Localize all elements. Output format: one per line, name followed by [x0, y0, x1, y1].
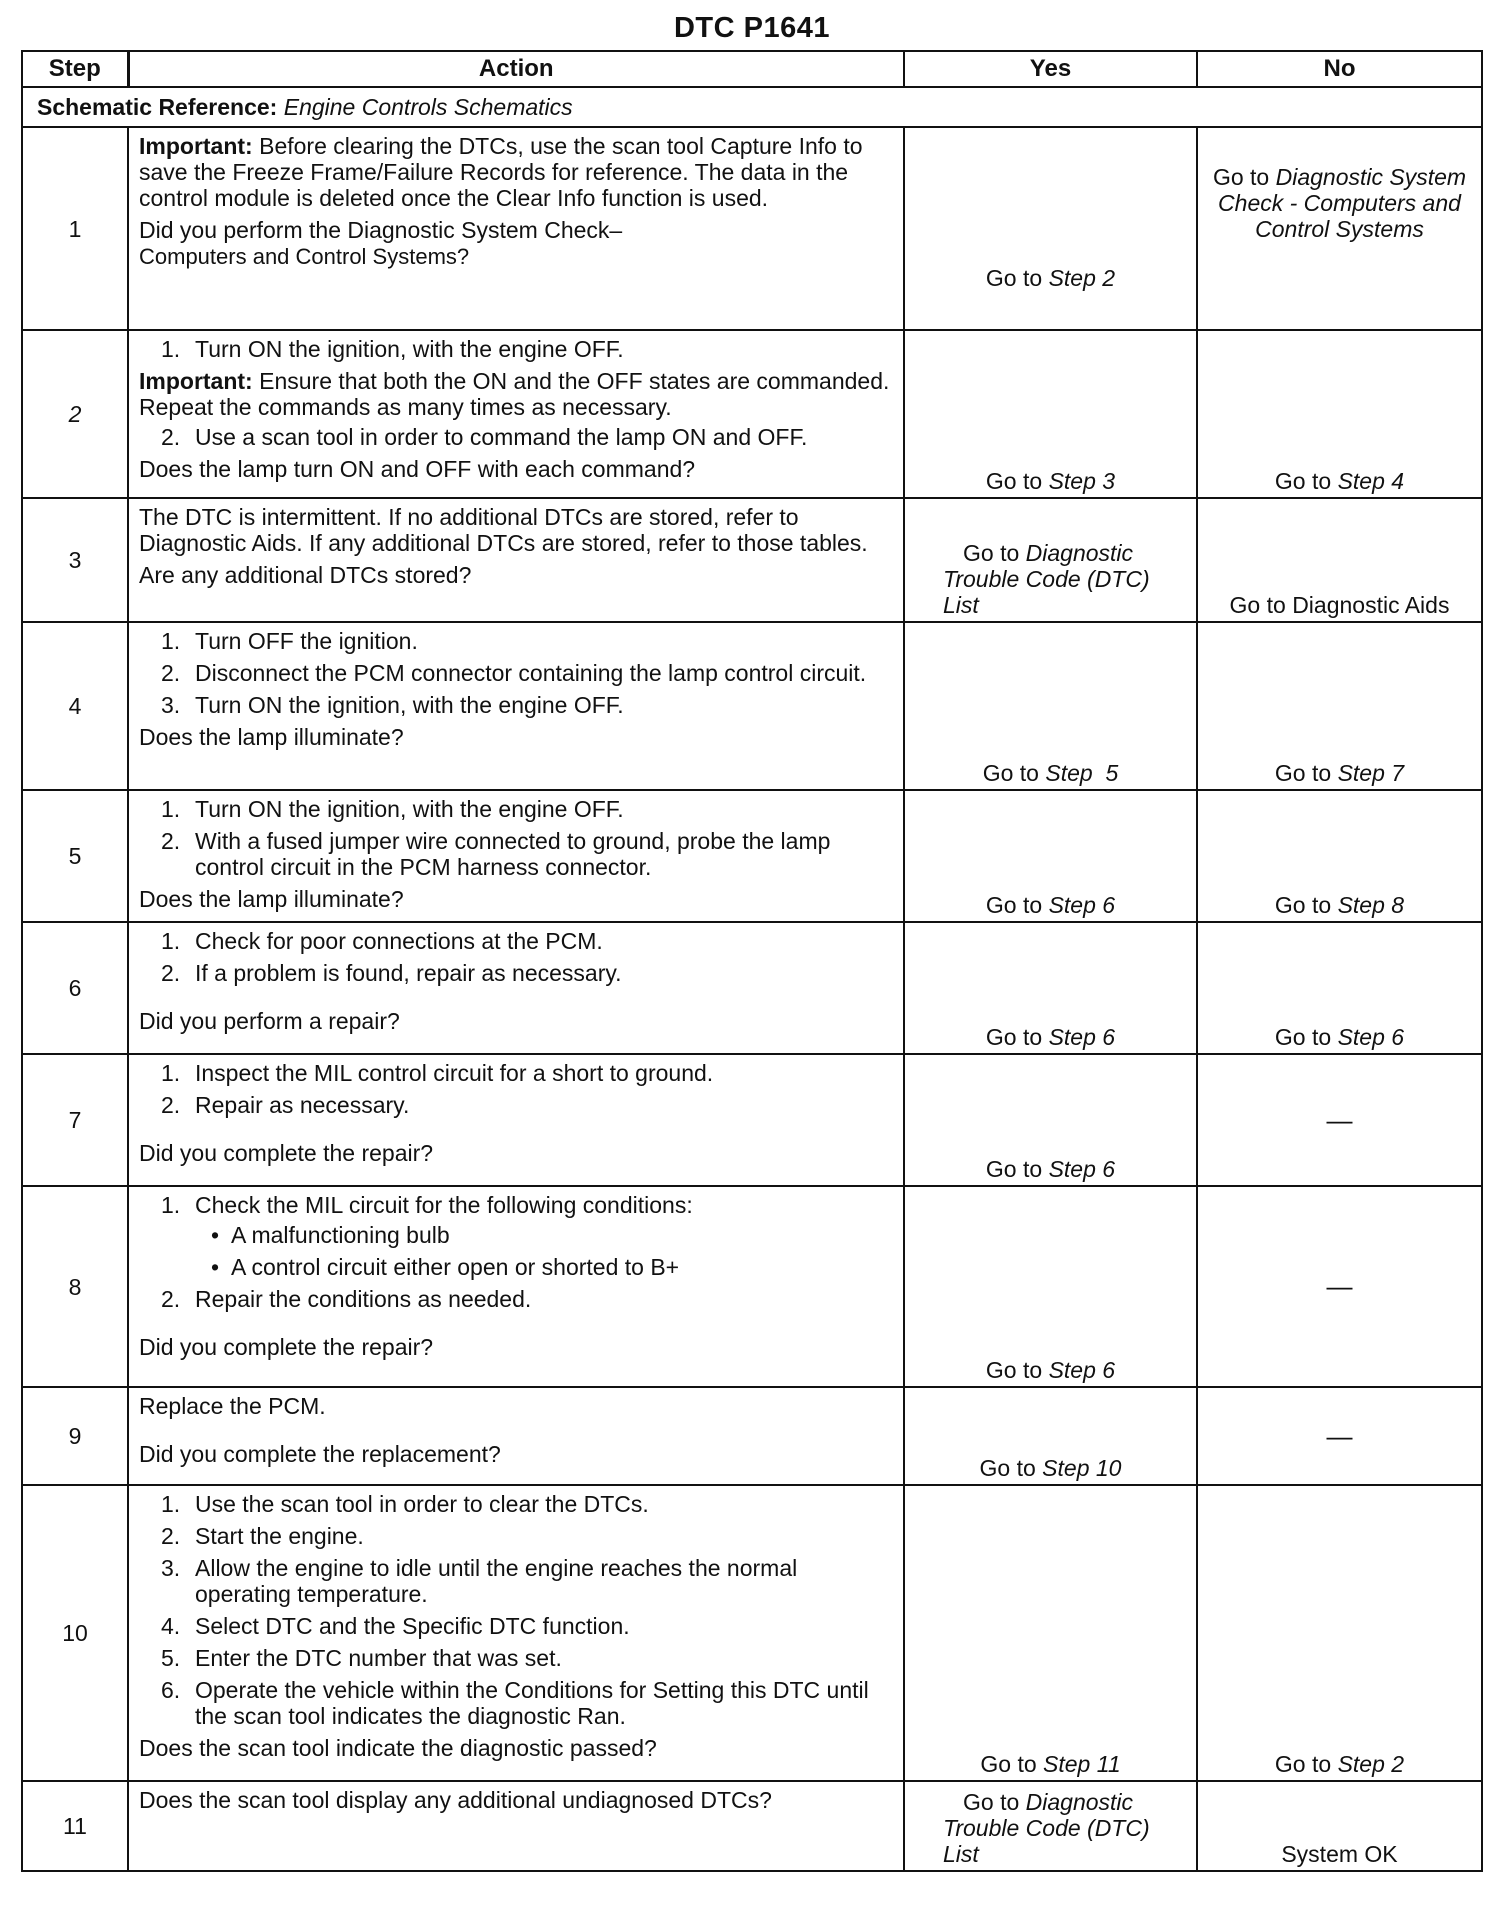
list-item: [139, 1677, 893, 1729]
action-cell: [128, 622, 904, 790]
list-item: [139, 960, 893, 986]
step-number: 9: [22, 1387, 128, 1485]
schematic-label: Schematic Reference:: [37, 94, 278, 120]
goto-text: Go to: [963, 540, 1020, 566]
question: Did you perform a repair?: [139, 1008, 400, 1034]
no-cell: [1197, 790, 1482, 922]
yes-cell: [904, 1054, 1197, 1186]
item-text: If a problem is found, repair as necessary.: [195, 960, 622, 986]
goto-text: Go to: [963, 1789, 1020, 1815]
item-text: Allow the engine to idle until the engine reaches the normal operating temperature.: [195, 1555, 798, 1607]
list-item: [139, 796, 893, 822]
item-number: 2.: [161, 1523, 181, 1549]
action-list: [139, 796, 893, 880]
item-text: Operate the vehicle within the Conditions for Setting this DTC until the scan tool indicates the diagnostic Ran.: [195, 1677, 869, 1729]
goto-text: Go to: [985, 468, 1043, 494]
system-ok-text: System OK: [1281, 1841, 1398, 1867]
table-row: [22, 1485, 1482, 1781]
no-cell: [1197, 1054, 1482, 1186]
yes-cell: [904, 1186, 1197, 1387]
item-text: Select DTC and the Specific DTC function.: [195, 1613, 630, 1639]
item-text: Disconnect the PCM connector containing the lamp control circuit.: [195, 660, 867, 686]
no-cell: [1197, 127, 1482, 330]
table-row: [22, 330, 1482, 498]
yes-cell: [904, 1387, 1197, 1485]
item-number: 1.: [161, 796, 181, 822]
yes-cell: [904, 330, 1197, 498]
goto-text: Go to: [980, 1751, 1037, 1777]
action-cell: [128, 330, 904, 498]
question-line-1: Did you perform the Diagnostic System Check–: [139, 217, 623, 243]
question: Does the lamp illuminate?: [139, 724, 404, 750]
question: Does the lamp turn ON and OFF with each command?: [139, 456, 696, 482]
action-list: [139, 424, 893, 450]
action-list: [139, 1192, 893, 1312]
question: Does the scan tool indicate the diagnostic passed?: [139, 1735, 657, 1761]
list-item: [139, 1491, 893, 1517]
goto-text: Go to: [1274, 468, 1332, 494]
action-cell: [128, 1387, 904, 1485]
action-cell: [128, 127, 904, 330]
important-text: Before clearing the DTCs, use the scan tool Capture Info to save the Freeze Frame/Failure Records for reference. The data in the control module is deleted once the Clear Info function is used.: [139, 133, 863, 211]
yes-cell: [904, 1485, 1197, 1781]
step-link: Step 6: [1048, 892, 1116, 918]
item-number: 3.: [161, 692, 181, 718]
question-line-2: Computers and Control Systems?: [139, 244, 470, 269]
no-cell: [1197, 922, 1482, 1054]
action-cell: [128, 790, 904, 922]
question: [139, 217, 893, 270]
action-cell: [128, 1485, 904, 1781]
list-item: [139, 336, 893, 362]
step-number: 11: [22, 1781, 128, 1871]
action-cell: [128, 498, 904, 622]
list-item: [139, 1192, 893, 1280]
info-text: The DTC is intermittent. If no additional DTCs are stored, refer to Diagnostic Aids. If any additional DTCs are stored, refer to those tables.: [139, 504, 868, 556]
step-number: 3: [22, 498, 128, 622]
goto-text: Go to: [1274, 1751, 1332, 1777]
list-item: • A malfunctioning bulb: [195, 1222, 893, 1248]
schematic-reference: [22, 87, 1482, 127]
diagnostic-aids-link: Go to Diagnostic Aids: [1229, 592, 1450, 618]
item-text: Inspect the MIL control circuit for a short to ground.: [195, 1060, 714, 1086]
action-list: [139, 336, 893, 362]
item-text: Turn ON the ignition, with the engine OFF.: [195, 692, 624, 718]
goto-text: Go to: [985, 892, 1043, 918]
dtc-list-link: Diagnostic Trouble Code (DTC) List: [943, 1789, 1150, 1867]
item-number: 3.: [161, 1555, 181, 1581]
table-row: [22, 622, 1482, 790]
goto-text: Go to: [985, 1156, 1043, 1182]
list-item: [139, 660, 893, 686]
item-text: With a fused jumper wire connected to ground, probe the lamp control circuit in the PCM harness connector.: [195, 828, 831, 880]
step-number: 5: [22, 790, 128, 922]
header-row: [22, 51, 1482, 87]
item-number: 2.: [161, 424, 181, 450]
item-text: Check the MIL circuit for the following conditions:: [195, 1192, 693, 1218]
item-text: Turn OFF the ignition.: [195, 628, 418, 654]
no-cell: [1197, 622, 1482, 790]
important-label: Important:: [139, 133, 253, 159]
action-cell: [128, 922, 904, 1054]
goto-text: Go to: [1274, 892, 1332, 918]
action-list: [139, 1491, 893, 1729]
item-number: 4.: [161, 1613, 181, 1639]
important-note: [139, 133, 893, 211]
not-applicable-dash: —: [1326, 1271, 1353, 1301]
step-number: 10: [22, 1485, 128, 1781]
table-row: [22, 790, 1482, 922]
list-item: [139, 1613, 893, 1639]
diagnostic-table: [21, 50, 1483, 1872]
item-number: 1.: [161, 928, 181, 954]
item-number: 2.: [161, 660, 181, 686]
question: Does the lamp illuminate?: [139, 886, 404, 912]
list-item: [139, 628, 893, 654]
step-number: 1: [22, 127, 128, 330]
question: Did you complete the repair?: [139, 1334, 434, 1360]
step-link: Step 11: [1043, 1751, 1121, 1777]
info-text: Replace the PCM.: [139, 1393, 326, 1419]
list-item: [139, 828, 893, 880]
action-cell: [128, 1186, 904, 1387]
goto-text: Go to: [1212, 164, 1270, 190]
important-label: Important:: [139, 368, 253, 394]
step-number: 8: [22, 1186, 128, 1387]
action-cell: [128, 1781, 904, 1871]
yes-cell: [904, 498, 1197, 622]
goto-text: Go to: [985, 1357, 1043, 1383]
item-text: Turn ON the ignition, with the engine OFF.: [195, 336, 624, 362]
item-number: 1.: [161, 1491, 181, 1517]
list-item: [139, 928, 893, 954]
table-row: [22, 1781, 1482, 1871]
goto-text: Go to: [1274, 760, 1332, 786]
action-list: [139, 1060, 893, 1118]
table-row: [22, 1054, 1482, 1186]
no-cell: [1197, 1781, 1482, 1871]
no-cell: [1197, 1387, 1482, 1485]
goto-text: Go to: [985, 265, 1043, 291]
yes-cell: [904, 622, 1197, 790]
step-number: 4: [22, 622, 128, 790]
goto-text: Go to: [1274, 1024, 1332, 1050]
goto-text: Go to: [982, 760, 1039, 786]
item-number: 1.: [161, 1060, 181, 1086]
list-item: • A control circuit either open or shorted to B+: [195, 1254, 893, 1280]
table-row: [22, 922, 1482, 1054]
list-item: [139, 1555, 893, 1607]
list-item: [139, 1060, 893, 1086]
item-number: 1.: [161, 336, 181, 362]
dtc-list-link: Diagnostic Trouble Code (DTC) List: [943, 540, 1150, 618]
action-list: [139, 628, 893, 718]
item-text: Repair the conditions as needed.: [195, 1286, 532, 1312]
item-text: Use the scan tool in order to clear the DTCs.: [195, 1491, 649, 1517]
step-link: Step 8: [1337, 892, 1405, 918]
item-text: Turn ON the ignition, with the engine OFF.: [195, 796, 624, 822]
question: Did you complete the replacement?: [139, 1441, 501, 1467]
question: Are any additional DTCs stored?: [139, 562, 472, 588]
yes-cell: [904, 790, 1197, 922]
item-number: 2.: [161, 960, 181, 986]
item-text: Start the engine.: [195, 1523, 364, 1549]
table-row: [22, 498, 1482, 622]
item-number: 2.: [161, 828, 181, 854]
not-applicable-dash: —: [1326, 1104, 1353, 1135]
list-item: [139, 1286, 893, 1312]
table-row: [22, 1186, 1482, 1387]
step-number: 7: [22, 1054, 128, 1186]
goto-text: Go to: [979, 1455, 1036, 1481]
item-number: 2.: [161, 1286, 181, 1312]
item-number: 6.: [161, 1677, 181, 1703]
important-note: [139, 368, 893, 420]
list-item: [139, 692, 893, 718]
schematic-row: [22, 87, 1482, 127]
step-link: Step 7: [1337, 760, 1405, 786]
list-item: [139, 1645, 893, 1671]
item-number: 1.: [161, 1192, 181, 1218]
yes-cell: [904, 127, 1197, 330]
goto-text: Go to: [985, 1024, 1043, 1050]
item-text: Use a scan tool in order to command the lamp ON and OFF.: [195, 424, 808, 450]
step-link: Step 6: [1048, 1357, 1116, 1383]
condition-list: [195, 1222, 893, 1280]
diagnostic-system-check-link: Diagnostic System Check - Computers and Control Systems: [1218, 164, 1467, 242]
item-number: 2.: [161, 1092, 181, 1118]
step-link: Step 6: [1048, 1156, 1116, 1182]
step-link: Step 10: [1042, 1455, 1122, 1481]
item-text: Enter the DTC number that was set.: [195, 1645, 562, 1671]
table-row: [22, 127, 1482, 330]
header-action: Action: [128, 51, 904, 87]
question: Did you complete the repair?: [139, 1140, 434, 1166]
schematic-value: Engine Controls Schematics: [283, 94, 573, 120]
step-link: Step 4: [1337, 468, 1405, 494]
step-link: Step 2: [1048, 265, 1116, 291]
header-step: Step: [22, 51, 128, 87]
list-item: [139, 1523, 893, 1549]
yes-cell: [904, 922, 1197, 1054]
yes-cell: [904, 1781, 1197, 1871]
page-title: DTC P1641: [673, 12, 830, 44]
no-cell: [1197, 1485, 1482, 1781]
action-cell: [128, 1054, 904, 1186]
action-list: [139, 928, 893, 986]
no-cell: [1197, 1186, 1482, 1387]
step-link: Step 5: [1045, 760, 1119, 786]
header-yes: Yes: [904, 51, 1197, 87]
important-text: Ensure that both the ON and the OFF states are commanded. Repeat the commands as many times as necessary.: [139, 368, 890, 420]
item-number: 1.: [161, 628, 181, 654]
step-link: Step 6: [1048, 1024, 1116, 1050]
no-cell: [1197, 498, 1482, 622]
list-item: [139, 1092, 893, 1118]
no-cell: [1197, 330, 1482, 498]
question: Does the scan tool display any additional undiagnosed DTCs?: [139, 1787, 772, 1813]
step-link: Step 2: [1337, 1751, 1405, 1777]
step-number: 6: [22, 922, 128, 1054]
item-text: Repair as necessary.: [195, 1092, 410, 1118]
table-row: [22, 1387, 1482, 1485]
item-number: 5.: [161, 1645, 181, 1671]
item-text: Check for poor connections at the PCM.: [195, 928, 603, 954]
step-number: 2: [22, 330, 128, 498]
not-applicable-dash: —: [1326, 1420, 1353, 1451]
step-link: Step 3: [1048, 468, 1116, 494]
step-link: Step 6: [1337, 1024, 1405, 1050]
header-no: No: [1197, 51, 1482, 87]
list-item: [139, 424, 893, 450]
